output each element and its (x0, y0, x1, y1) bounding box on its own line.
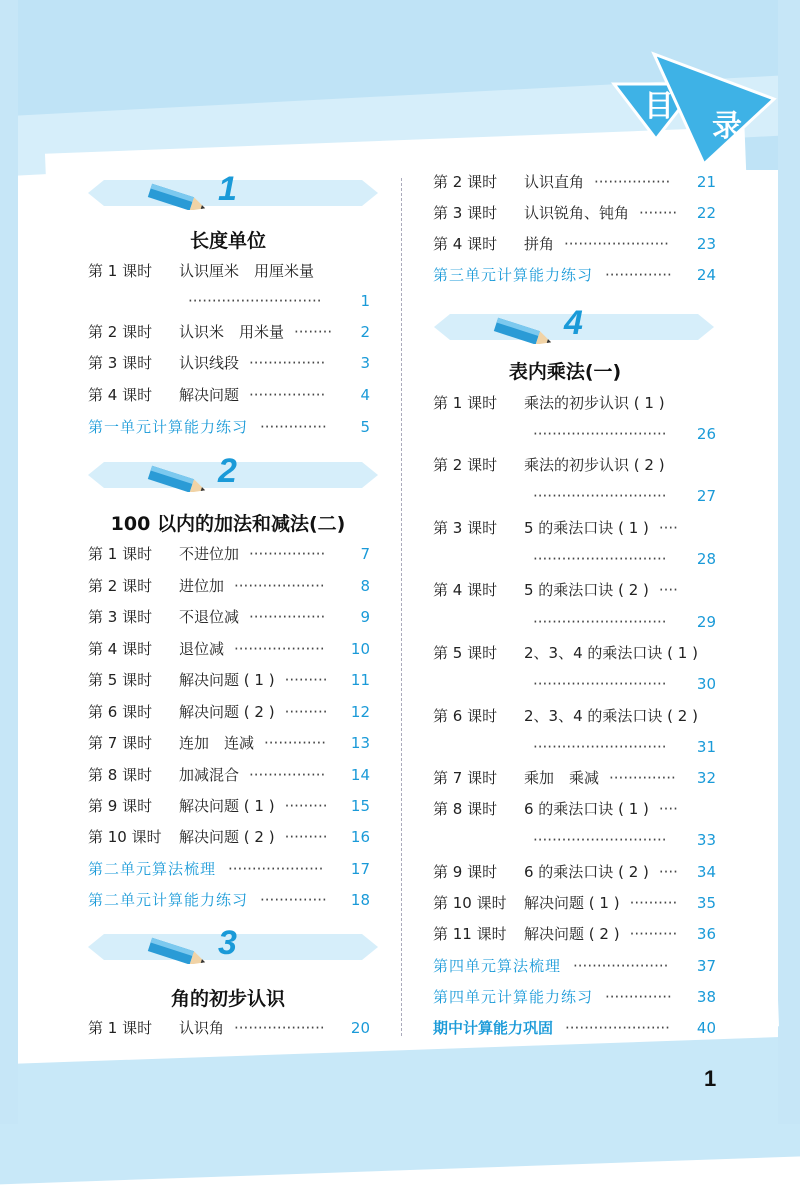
toc-row-lesson: 5 的乘法口诀 ( 1 ) (524, 519, 649, 537)
toc-row[interactable] (88, 670, 370, 690)
toc-row-page: 2 (360, 323, 370, 341)
toc-row-label: 第 2 课时 (433, 173, 498, 191)
toc-row-page: 14 (350, 766, 370, 784)
dot-leader: ················ (249, 354, 326, 372)
toc-row[interactable] (433, 549, 716, 569)
toc-row-label: 第 2 课时 (433, 456, 498, 474)
toc-row[interactable] (88, 576, 370, 596)
toc-row-label: 第 9 课时 (433, 863, 498, 881)
toc-row[interactable] (433, 234, 716, 254)
toc-row-lesson: 2、3、4 的乘法口诀 ( 1 ) (524, 644, 698, 662)
toc-row-label: 第二单元算法梳理 (88, 860, 217, 878)
dot-leader: ···························· (533, 550, 667, 568)
unit-number: 3 (218, 924, 237, 962)
toc-row-lesson: 解决问题 (179, 386, 240, 404)
toc-row[interactable] (433, 1018, 716, 1038)
toc-row[interactable] (88, 417, 370, 437)
toc-row[interactable] (433, 924, 716, 944)
toc-row[interactable] (88, 733, 370, 753)
toc-row[interactable] (433, 799, 716, 819)
dot-leader: ·············· (605, 988, 672, 1006)
toc-row-lesson: 认识锐角、钝角 (524, 204, 630, 222)
toc-row[interactable] (433, 956, 716, 976)
toc-row-page: 40 (696, 1019, 716, 1037)
toc-row-lesson: 退位减 (179, 640, 225, 658)
dot-leader: ···························· (533, 613, 667, 631)
toc-row[interactable] (88, 544, 370, 564)
toc-row-page: 13 (350, 734, 370, 752)
toc-row-label: 第二单元计算能力练习 (88, 891, 249, 909)
toc-row-page: 5 (360, 418, 370, 436)
toc-row[interactable] (433, 830, 716, 850)
toc-row-label: 第 11 课时 (433, 925, 507, 943)
dot-leader: ···· (658, 519, 678, 537)
toc-row-label: 第四单元计算能力练习 (433, 988, 594, 1006)
dot-leader: ···················· (573, 957, 669, 975)
toc-row-page: 1 (360, 292, 370, 310)
toc-row-label: 第 7 课时 (88, 734, 153, 752)
dot-leader: ··················· (234, 640, 325, 658)
dot-leader: ········ (639, 204, 678, 222)
toc-row-lesson: 不进位加 (179, 545, 240, 563)
background-left-edge (0, 0, 18, 1124)
toc-row-page: 28 (696, 550, 716, 568)
toc-row[interactable] (433, 424, 716, 444)
toc-row-lesson: 6 的乘法口诀 ( 2 ) (524, 863, 649, 881)
toc-row-label: 第 7 课时 (433, 769, 498, 787)
toc-row[interactable] (88, 353, 370, 373)
toc-row-page: 16 (350, 828, 370, 846)
toc-row-lesson: 解决问题 ( 1 ) (179, 797, 275, 815)
dot-leader: ·············· (260, 891, 327, 909)
toc-row-lesson: 认识直角 (524, 173, 585, 191)
dot-leader: ···· (658, 863, 678, 881)
dot-leader: ···························· (533, 675, 667, 693)
toc-row[interactable] (433, 172, 716, 192)
toc-row-label: 第 3 课时 (88, 608, 153, 626)
toc-row-page: 38 (696, 988, 716, 1006)
toc-row[interactable] (88, 796, 370, 816)
toc-row-page: 30 (696, 675, 716, 693)
dot-leader: ······················ (564, 235, 669, 253)
unit-4-banner (434, 304, 724, 344)
dot-leader: ········ (294, 323, 333, 341)
toc-row[interactable] (433, 486, 716, 506)
dot-leader: ················ (594, 173, 671, 191)
toc-row-page: 21 (696, 173, 716, 191)
toc-row-label: 第 6 课时 (433, 707, 498, 725)
toc-row-label: 第 5 课时 (88, 671, 153, 689)
toc-row[interactable] (433, 862, 716, 882)
toc-row-label: 第 2 课时 (88, 323, 153, 341)
dot-leader: ·············· (605, 266, 672, 284)
toc-row-lesson: 解决问题 ( 2 ) (179, 828, 275, 846)
toc-row-label: 第 3 课时 (433, 204, 498, 222)
toc-row-label: 第 5 课时 (433, 644, 498, 662)
toc-row-page: 24 (696, 266, 716, 284)
toc-row-lesson: 连加 连减 (179, 734, 255, 752)
toc-row-lesson: 拼角 (524, 235, 555, 253)
dot-leader: ···························· (533, 738, 667, 756)
toc-row-lesson: 认识角 (179, 1019, 225, 1037)
toc-row-lesson: 解决问题 ( 2 ) (179, 703, 275, 721)
toc-row[interactable] (433, 265, 716, 285)
unit-3-banner (88, 924, 378, 964)
unit-number: 1 (218, 170, 237, 208)
toc-row-page: 18 (350, 891, 370, 909)
toc-row-page: 22 (696, 204, 716, 222)
toc-row[interactable] (433, 893, 716, 913)
toc-row-page: 8 (360, 577, 370, 595)
toc-row-label: 第 4 课时 (433, 235, 498, 253)
toc-row-label: 第 4 课时 (88, 386, 153, 404)
toc-row-page: 31 (696, 738, 716, 756)
toc-row[interactable] (433, 643, 716, 663)
toc-row[interactable] (88, 890, 370, 910)
dot-leader: ············· (264, 734, 327, 752)
toc-row-page: 23 (696, 235, 716, 253)
toc-row[interactable] (433, 674, 716, 694)
toc-row[interactable] (88, 639, 370, 659)
toc-row-page: 10 (350, 640, 370, 658)
toc-row-page: 17 (350, 860, 370, 878)
toc-row[interactable] (433, 612, 716, 632)
dot-leader: ···················· (228, 860, 324, 878)
toc-row-page: 4 (360, 386, 370, 404)
toc-row-page: 37 (696, 957, 716, 975)
page-number: 1 (704, 1066, 717, 1091)
toc-row-lesson: 乘加 乘减 (524, 769, 600, 787)
toc-row-page: 3 (360, 354, 370, 372)
toc-row-label: 第 9 课时 (88, 797, 153, 815)
dot-leader: ···· (658, 800, 678, 818)
toc-row-lesson: 认识厘米 用厘米量 (179, 262, 315, 280)
toc-row-label: 第 2 课时 (88, 577, 153, 595)
dot-leader: ··················· (234, 577, 325, 595)
dot-leader: ···························· (533, 425, 667, 443)
toc-row-lesson: 加减混合 (179, 766, 240, 784)
toc-row-label: 第 4 课时 (433, 581, 498, 599)
toc-row-page: 32 (696, 769, 716, 787)
toc-row-page: 26 (696, 425, 716, 443)
toc-row[interactable] (433, 203, 716, 223)
toc-row[interactable] (88, 765, 370, 785)
toc-row[interactable] (88, 702, 370, 722)
toc-row-page: 34 (696, 863, 716, 881)
unit-number: 2 (218, 452, 237, 490)
dot-leader: ·············· (609, 769, 676, 787)
toc-row-label: 第四单元算法梳理 (433, 957, 562, 975)
unit-2-banner (88, 452, 378, 492)
dot-leader: ················ (249, 545, 326, 563)
toc-row-lesson: 2、3、4 的乘法口诀 ( 2 ) (524, 707, 698, 725)
dot-leader: ·········· (629, 925, 678, 943)
toc-row-label: 第 3 课时 (88, 354, 153, 372)
background-bottom (0, 1035, 800, 1185)
toc-row[interactable] (433, 706, 716, 726)
toc-row-label: 第 1 课时 (433, 394, 498, 412)
toc-row-lesson: 6 的乘法口诀 ( 1 ) (524, 800, 649, 818)
toc-row-label: 第 1 课时 (88, 262, 153, 280)
toc-row-label: 第 10 课时 (433, 894, 507, 912)
toc-row-lesson: 不退位减 (179, 608, 240, 626)
toc-row[interactable] (88, 291, 370, 311)
toc-row[interactable] (88, 827, 370, 847)
toc-row-label: 第 3 课时 (433, 519, 498, 537)
dot-leader: ················ (249, 386, 326, 404)
toc-row-lesson: 解决问题 ( 1 ) (179, 671, 275, 689)
toc-row[interactable] (433, 768, 716, 788)
toc-row[interactable] (88, 261, 370, 281)
toc-row-label: 第三单元计算能力练习 (433, 266, 594, 284)
dot-leader: ········· (284, 703, 328, 721)
toc-row-page: 11 (350, 671, 370, 689)
unit-4-title: 表内乘法(一) (508, 361, 622, 383)
dot-leader: ··················· (234, 1019, 325, 1037)
unit-1-banner (88, 170, 378, 210)
toc-header-badge (604, 44, 784, 174)
toc-row-label: 第 1 课时 (88, 545, 153, 563)
toc-row[interactable] (88, 322, 370, 342)
toc-row-lesson: 乘法的初步认识 ( 1 ) (524, 394, 665, 412)
dot-leader: ···························· (533, 831, 667, 849)
toc-row-page: 36 (696, 925, 716, 943)
toc-row-page: 35 (696, 894, 716, 912)
dot-leader: ···························· (188, 292, 322, 310)
unit-2-title: 100 以内的加法和减法(二) (110, 513, 346, 535)
toc-row-lesson: 5 的乘法口诀 ( 2 ) (524, 581, 649, 599)
dot-leader: ···· (658, 581, 678, 599)
toc-row[interactable] (433, 455, 716, 475)
dot-leader: ·············· (260, 418, 327, 436)
toc-row-lesson: 解决问题 ( 1 ) (524, 894, 620, 912)
toc-row[interactable] (433, 518, 716, 538)
unit-3-title: 角的初步认识 (170, 988, 285, 1010)
toc-row-label: 第 6 课时 (88, 703, 153, 721)
toc-row-page: 7 (360, 545, 370, 563)
dot-leader: ·········· (629, 894, 678, 912)
toc-row-label: 第 8 课时 (88, 766, 153, 784)
toc-header-char-1: 目 (644, 89, 674, 124)
toc-row[interactable] (433, 737, 716, 757)
toc-row-lesson: 乘法的初步认识 ( 2 ) (524, 456, 665, 474)
toc-header-char-2: 录 (712, 109, 742, 144)
toc-row-label: 期中计算能力巩固 (433, 1019, 554, 1037)
dot-leader: ········· (284, 671, 328, 689)
toc-row-label: 第 8 课时 (433, 800, 498, 818)
dot-leader: ················ (249, 766, 326, 784)
toc-row-page: 15 (350, 797, 370, 815)
unit-number: 4 (564, 304, 583, 342)
toc-row-label: 第 10 课时 (88, 828, 162, 846)
dot-leader: ······················ (565, 1019, 670, 1037)
toc-row-lesson: 解决问题 ( 2 ) (524, 925, 620, 943)
toc-row-lesson: 认识米 用米量 (179, 323, 285, 341)
dot-leader: ···························· (533, 487, 667, 505)
dot-leader: ········· (284, 828, 328, 846)
toc-row[interactable] (88, 385, 370, 405)
toc-row-page: 9 (360, 608, 370, 626)
toc-row[interactable] (433, 580, 716, 600)
toc-row-page: 12 (350, 703, 370, 721)
toc-row-label: 第 1 课时 (88, 1019, 153, 1037)
dot-leader: ········· (284, 797, 328, 815)
column-divider (401, 178, 402, 1036)
toc-row-page: 29 (696, 613, 716, 631)
toc-row-lesson: 认识线段 (179, 354, 240, 372)
toc-row-page: 33 (696, 831, 716, 849)
toc-row[interactable] (433, 393, 716, 413)
toc-row-page: 27 (696, 487, 716, 505)
toc-row[interactable] (88, 607, 370, 627)
toc-row-lesson: 进位加 (179, 577, 225, 595)
toc-row-label: 第一单元计算能力练习 (88, 418, 249, 436)
dot-leader: ················ (249, 608, 326, 626)
toc-row[interactable] (433, 987, 716, 1007)
toc-row-page: 20 (350, 1019, 370, 1037)
toc-row[interactable] (88, 859, 370, 879)
unit-1-title: 长度单位 (189, 230, 266, 252)
toc-row[interactable] (88, 1018, 370, 1038)
toc-row-label: 第 4 课时 (88, 640, 153, 658)
